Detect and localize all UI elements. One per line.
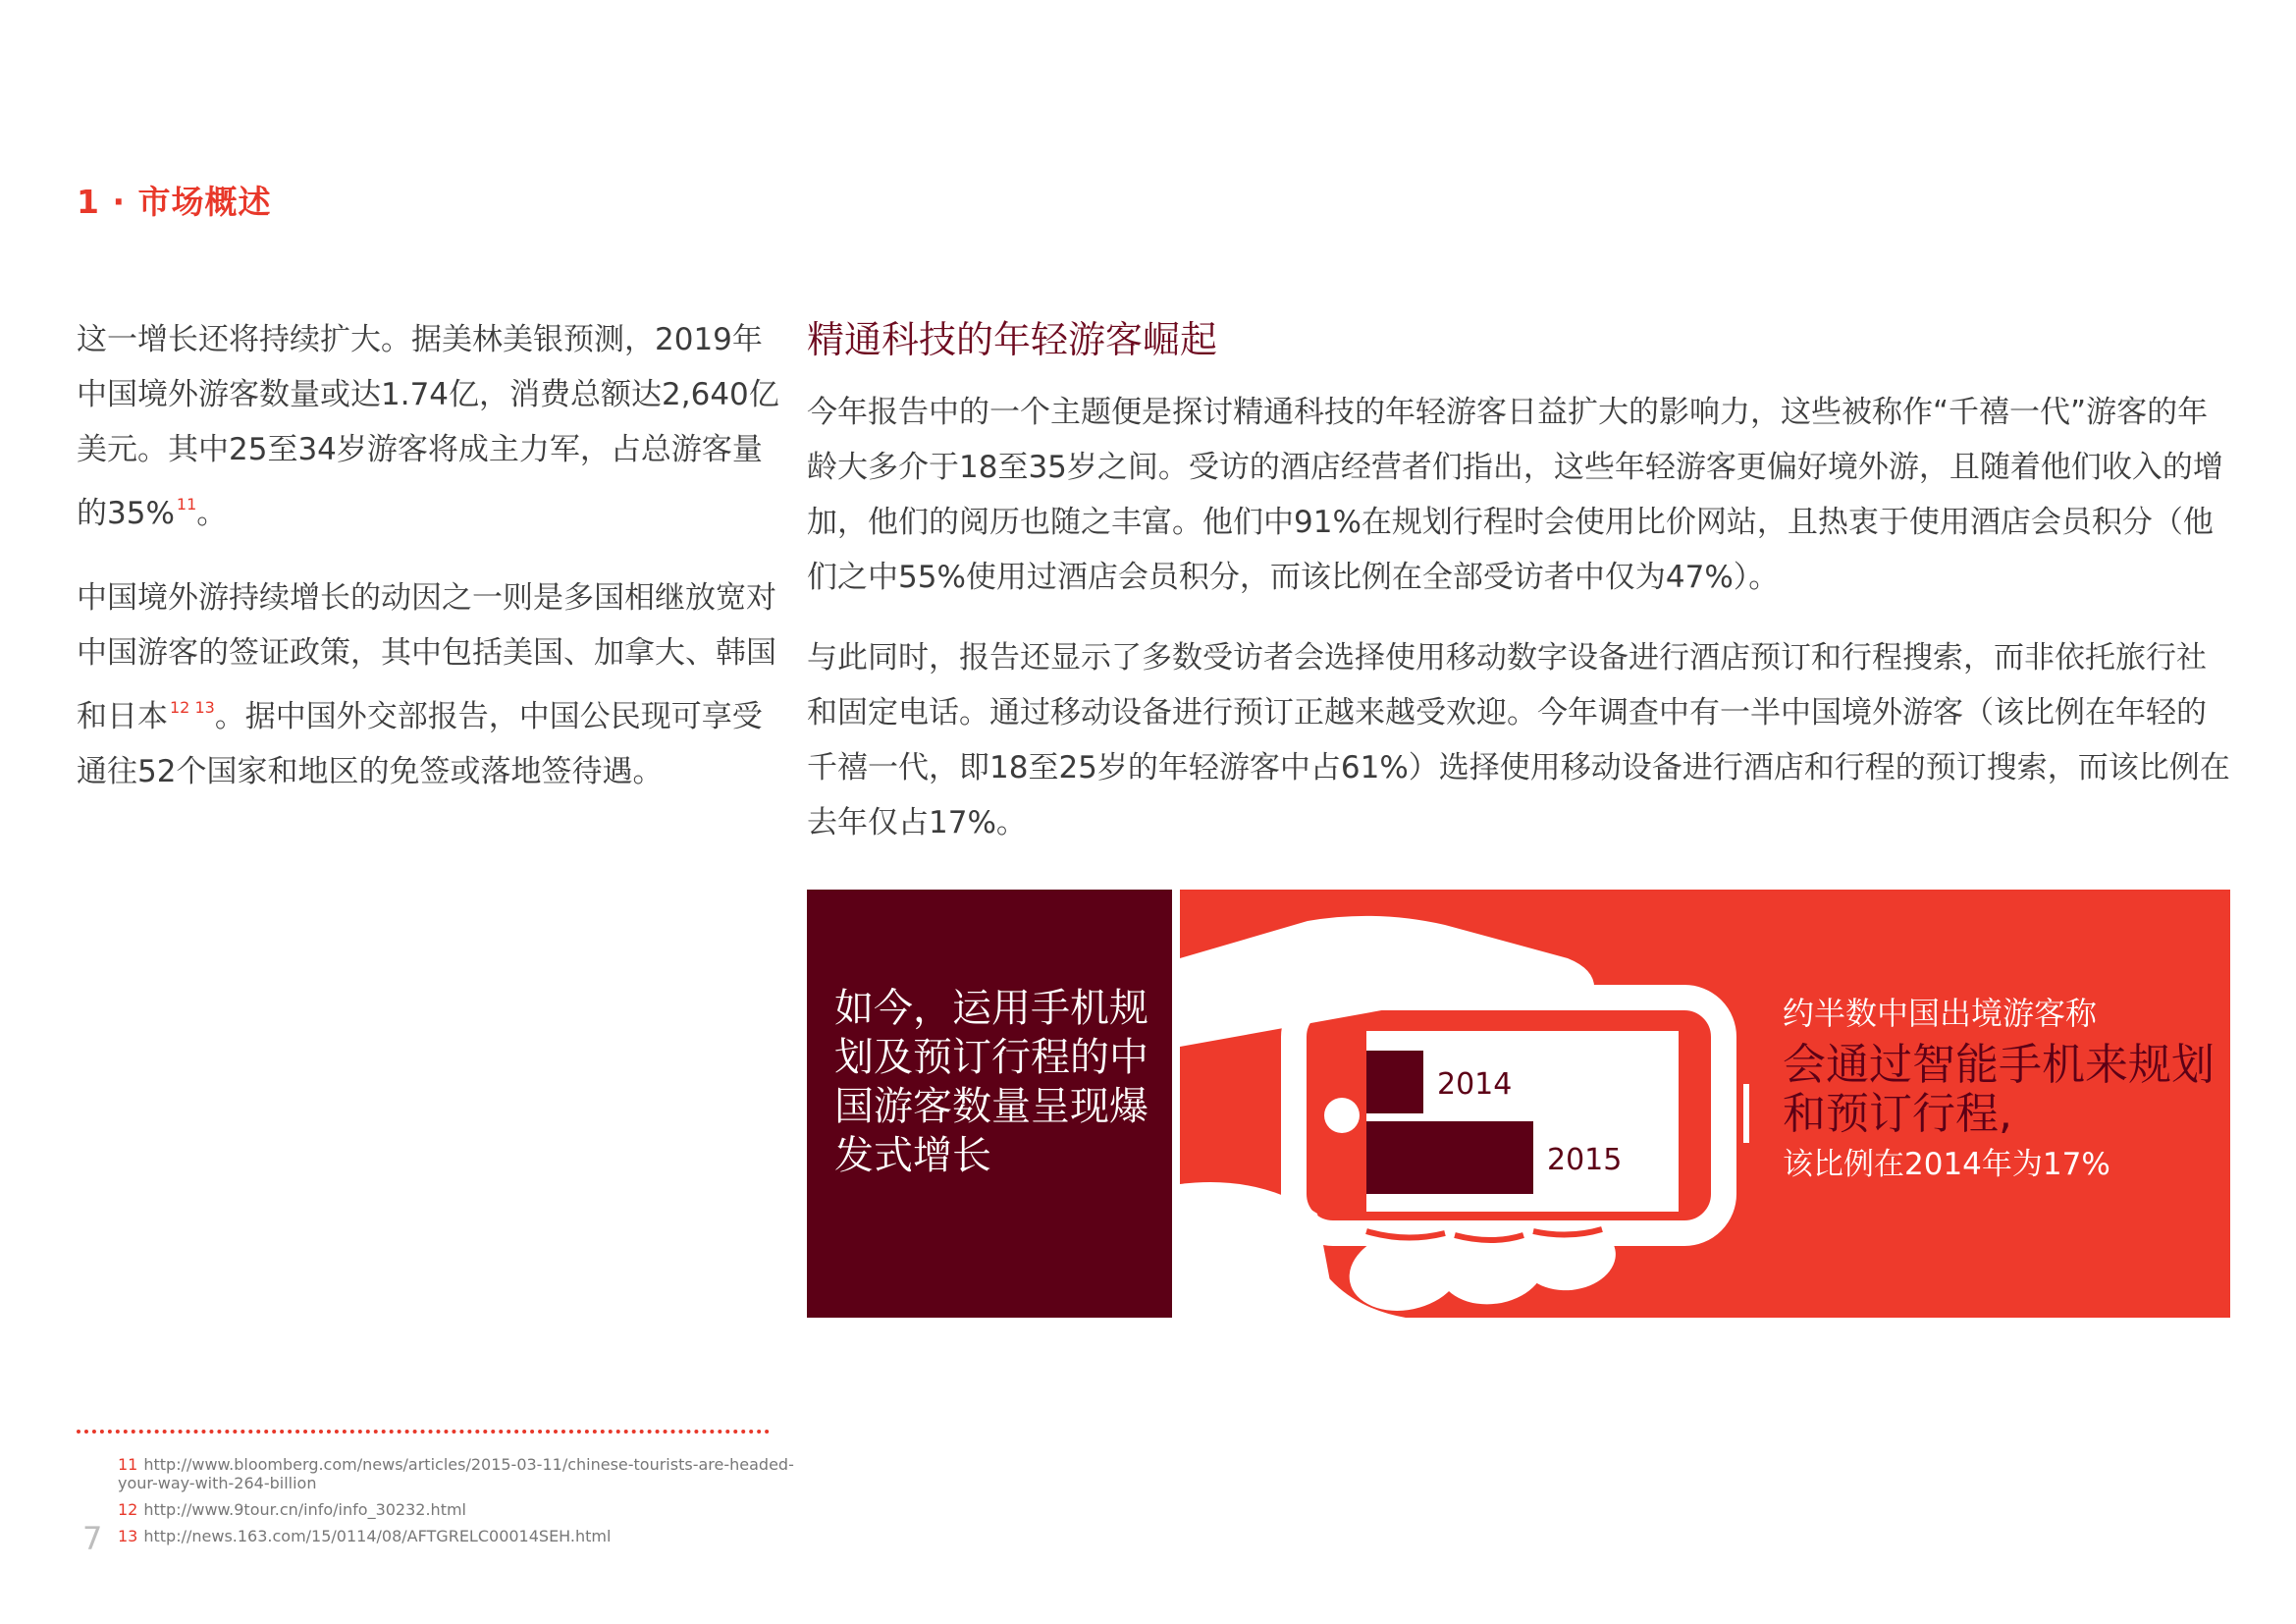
bar-label-2015: 2015: [1547, 1143, 1623, 1177]
infographic-line-1: 约半数中国出境游客称: [1783, 995, 2098, 1032]
right-column: [807, 312, 2230, 876]
infographic-line-3: 该比例在2014年为17%: [1783, 1147, 2110, 1182]
footnote-ref-11[interactable]: 11: [176, 495, 197, 514]
infographic: [807, 890, 2230, 1318]
bar-2015: [1366, 1121, 1533, 1194]
right-paragraph-1: 今年报告中的一个主题便是探讨精通科技的年轻游客日益扩大的影响力，这些被称作“千禧一代”游客的年龄大多介于18至35岁之间。受访的酒店经营者们指出，这些年轻游客更偏好境外游，且随着他们收入的增加，他们的阅历也随之丰富。他们中91%在规划行程时会使用比价网站，且热衷于使用酒店会员积分（他们之中55%使用过酒店会员积分，而该比例在全部受访者中仅为47%）。: [807, 395, 2223, 595]
footnote-13[interactable]: 13 http://news.163.com/15/0114/08/AFTGRELC00014SEH.html: [118, 1527, 612, 1545]
left-column: [77, 312, 785, 829]
section-title: 1 · 市场概述: [77, 183, 272, 221]
hand-icon: [1180, 916, 1594, 1047]
footnote-12[interactable]: 12 http://www.9tour.cn/info/info_30232.html: [118, 1500, 466, 1519]
footnote-divider: [77, 1430, 770, 1434]
bar-2014: [1366, 1051, 1423, 1113]
bar-label-2014: 2014: [1437, 1067, 1513, 1102]
right-paragraph-2: 与此同时，报告还显示了多数受访者会选择使用移动数字设备进行酒店预订和行程搜索，而非依托旅行社和固定电话。通过移动设备进行预订正越来越受欢迎。今年调查中有一半中国境外游客（该比例在年轻的千禧一代，即18至25岁的年轻游客中占61%）选择使用移动设备进行酒店和行程的预订搜索，而该比例在去年仅占17%。: [807, 640, 2230, 840]
infographic-text: [1783, 992, 2215, 1186]
footnote-11[interactable]: 11 http://www.bloomberg.com/news/articles/2015-03-11/chinese-tourists-are-headed-your-way-with-264-billion: [118, 1455, 794, 1492]
page-number: 7: [82, 1520, 103, 1557]
footnote-ref-12-13[interactable]: 12 13: [170, 698, 215, 717]
infographic-dark-panel: [807, 890, 1172, 1318]
left-paragraph-2: 中国境外游持续增长的动因之一则是多国相继放宽对中国游客的签证政策，其中包括美国、加拿大、韩国和日本 $^{12 13}$。据中国外交部报告，中国公民现可享受通往52个国家和地区的免签或落地签待遇。: [77, 580, 776, 789]
home-button-icon: [1324, 1098, 1360, 1133]
infographic-headline: 如今，运用手机规划及预订行程的中国游客数量呈现爆发式增长: [834, 986, 1148, 1178]
infographic-line-2: 会通过智能手机来规划和预订行程,: [1783, 1040, 2215, 1139]
left-paragraph-1: 这一增长还将持续扩大。据美林美银预测，2019年中国境外游客数量或达1.74亿，消费总额达2,640亿美元。其中25至34岁游客将成主力军，占总游客量的35% $^{11}$。: [77, 322, 779, 531]
infographic-red-panel: [1180, 890, 2230, 1318]
footnotes: [118, 1455, 805, 1553]
subsection-heading: 精通科技的年轻游客崛起: [807, 318, 1218, 361]
